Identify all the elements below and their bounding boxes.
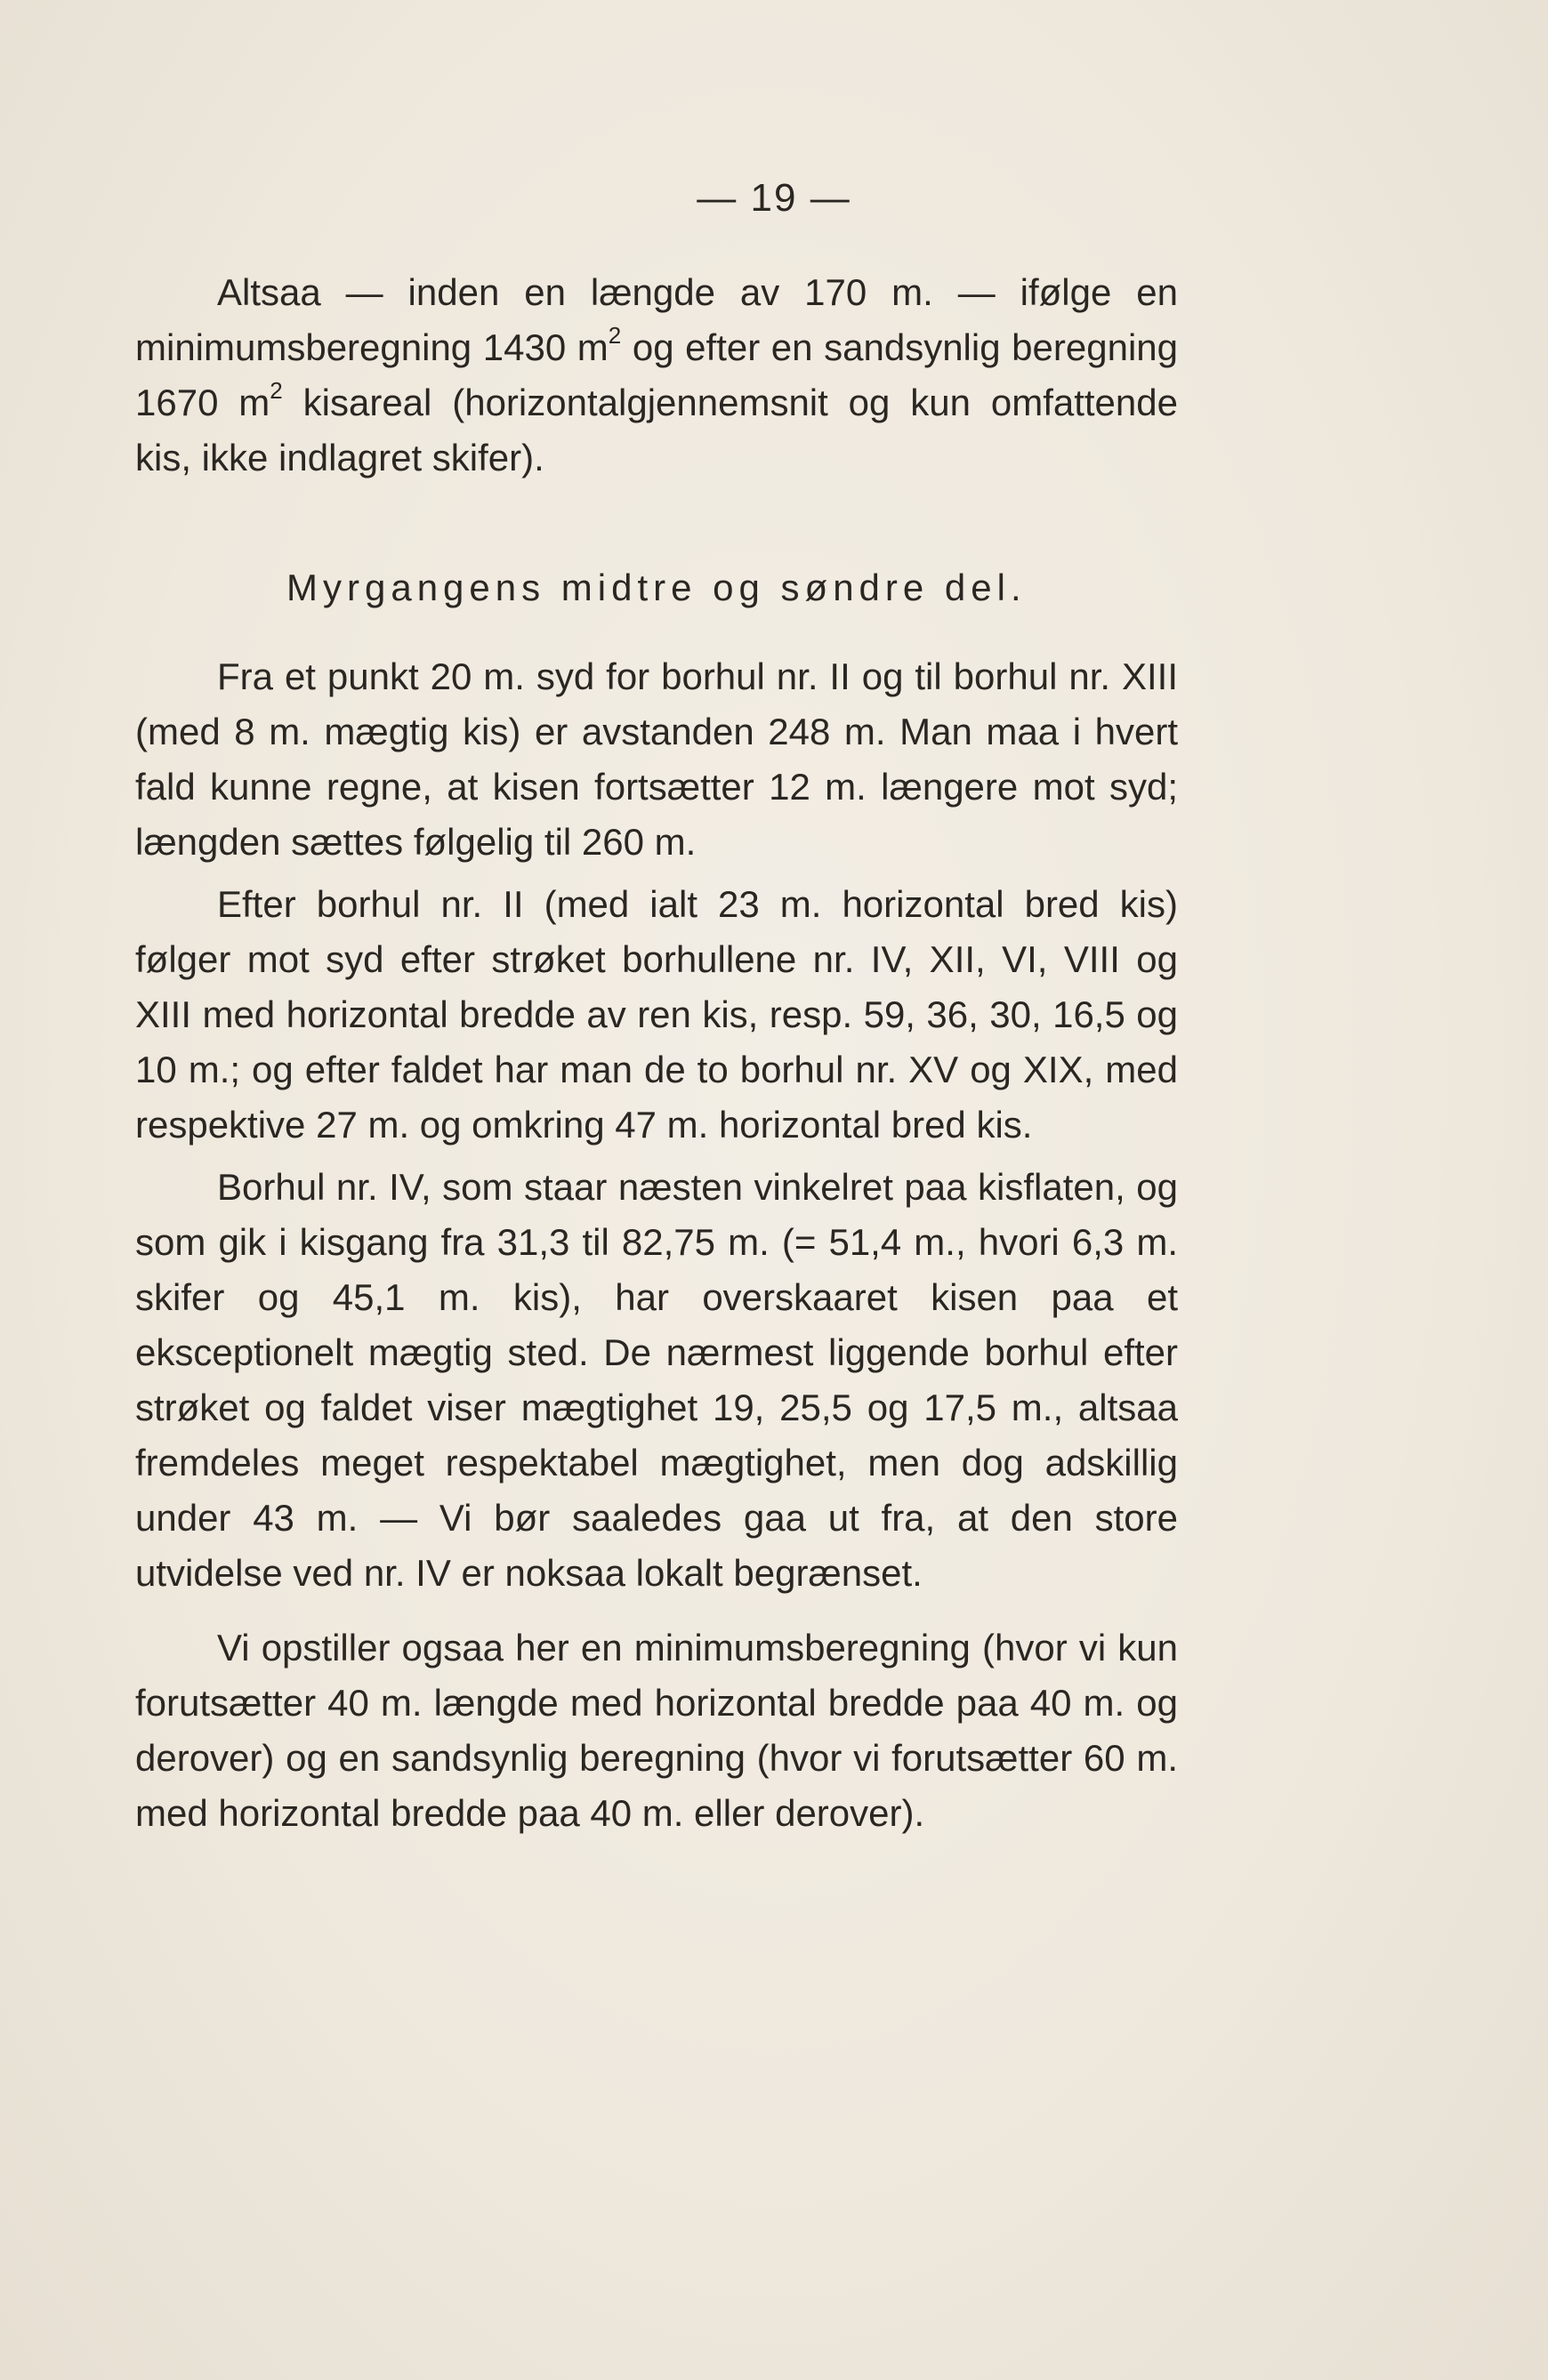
paragraph-calculation: Vi opstiller ogsaa her en minimumsberegning (hvor vi kun forutsætter 40 m. længde med horizontal bredde paa 40 m. og derover) og en sandsynlig beregning (hvor vi forutsætter 60 m. med horizontal bredde paa 40 m. eller derover).: [135, 1627, 1178, 1834]
paragraph-summary-post: kisareal (horizontalgjennemsnit og kun omfattende kis, ikke indlagret skifer).: [135, 382, 1178, 478]
paragraph-borehole-iv: Borhul nr. IV, som staar næsten vinkelret paa kisflaten, og som gik i kisgang fra 31,3 til 82,75 m. (= 51,4 m., hvori 6,3 m. skifer og 45,1 m. kis), har overskaaret kisen paa et eksceptionelt mægtig sted. De nærmest liggende borhul efter strøket og faldet viser mægtighet 19, 25,5 og 17,5 m., altsaa fremdeles meget respektabel mægtighet, men dog adskillig under 43 m. — Vi bør saaledes gaa ut fra, at den store utvidelse ved nr. IV er noksaa lokalt begrænset.: [135, 1166, 1178, 1594]
paragraph-summary-mid: og efter en sandsynlig beregning 1670 m: [135, 326, 1178, 423]
section-heading: Myrgangens midtre og søndre del.: [286, 567, 1027, 608]
paragraph-boreholes: Efter borhul nr. II (med ialt 23 m. horizontal bred kis) følger mot syd efter strøket borhullene nr. IV, XII, VI, VIII og XIII med horizontal bredde av ren kis, resp. 59, 36, 30, 16,5 og 10 m.; og efter faldet har man de to borhul nr. XV og XIX, med respektive 27 m. og omkring 47 m. horizontal bred kis.: [135, 883, 1178, 1146]
superscript-squared: 2: [608, 322, 622, 349]
paragraph-summary: [135, 265, 1178, 486]
paragraph-summary-pre: Altsaa — inden en længde av 170 m. — ifølge en minimumsberegning 1430 m: [135, 271, 1178, 368]
superscript-squared: 2: [270, 377, 283, 404]
body-paragraph-block: [135, 649, 1178, 1841]
paragraph-length: Fra et punkt 20 m. syd for borhul nr. II og til borhul nr. XIII (med 8 m. mægtig kis) er avstanden 248 m. Man maa i hvert fald kunne regne, at kisen fortsætter 12 m. længere mot syd; længden sættes følgelig til 260 m.: [135, 655, 1178, 863]
intro-paragraph-block: [135, 265, 1178, 486]
page-number: — 19 —: [697, 176, 851, 220]
